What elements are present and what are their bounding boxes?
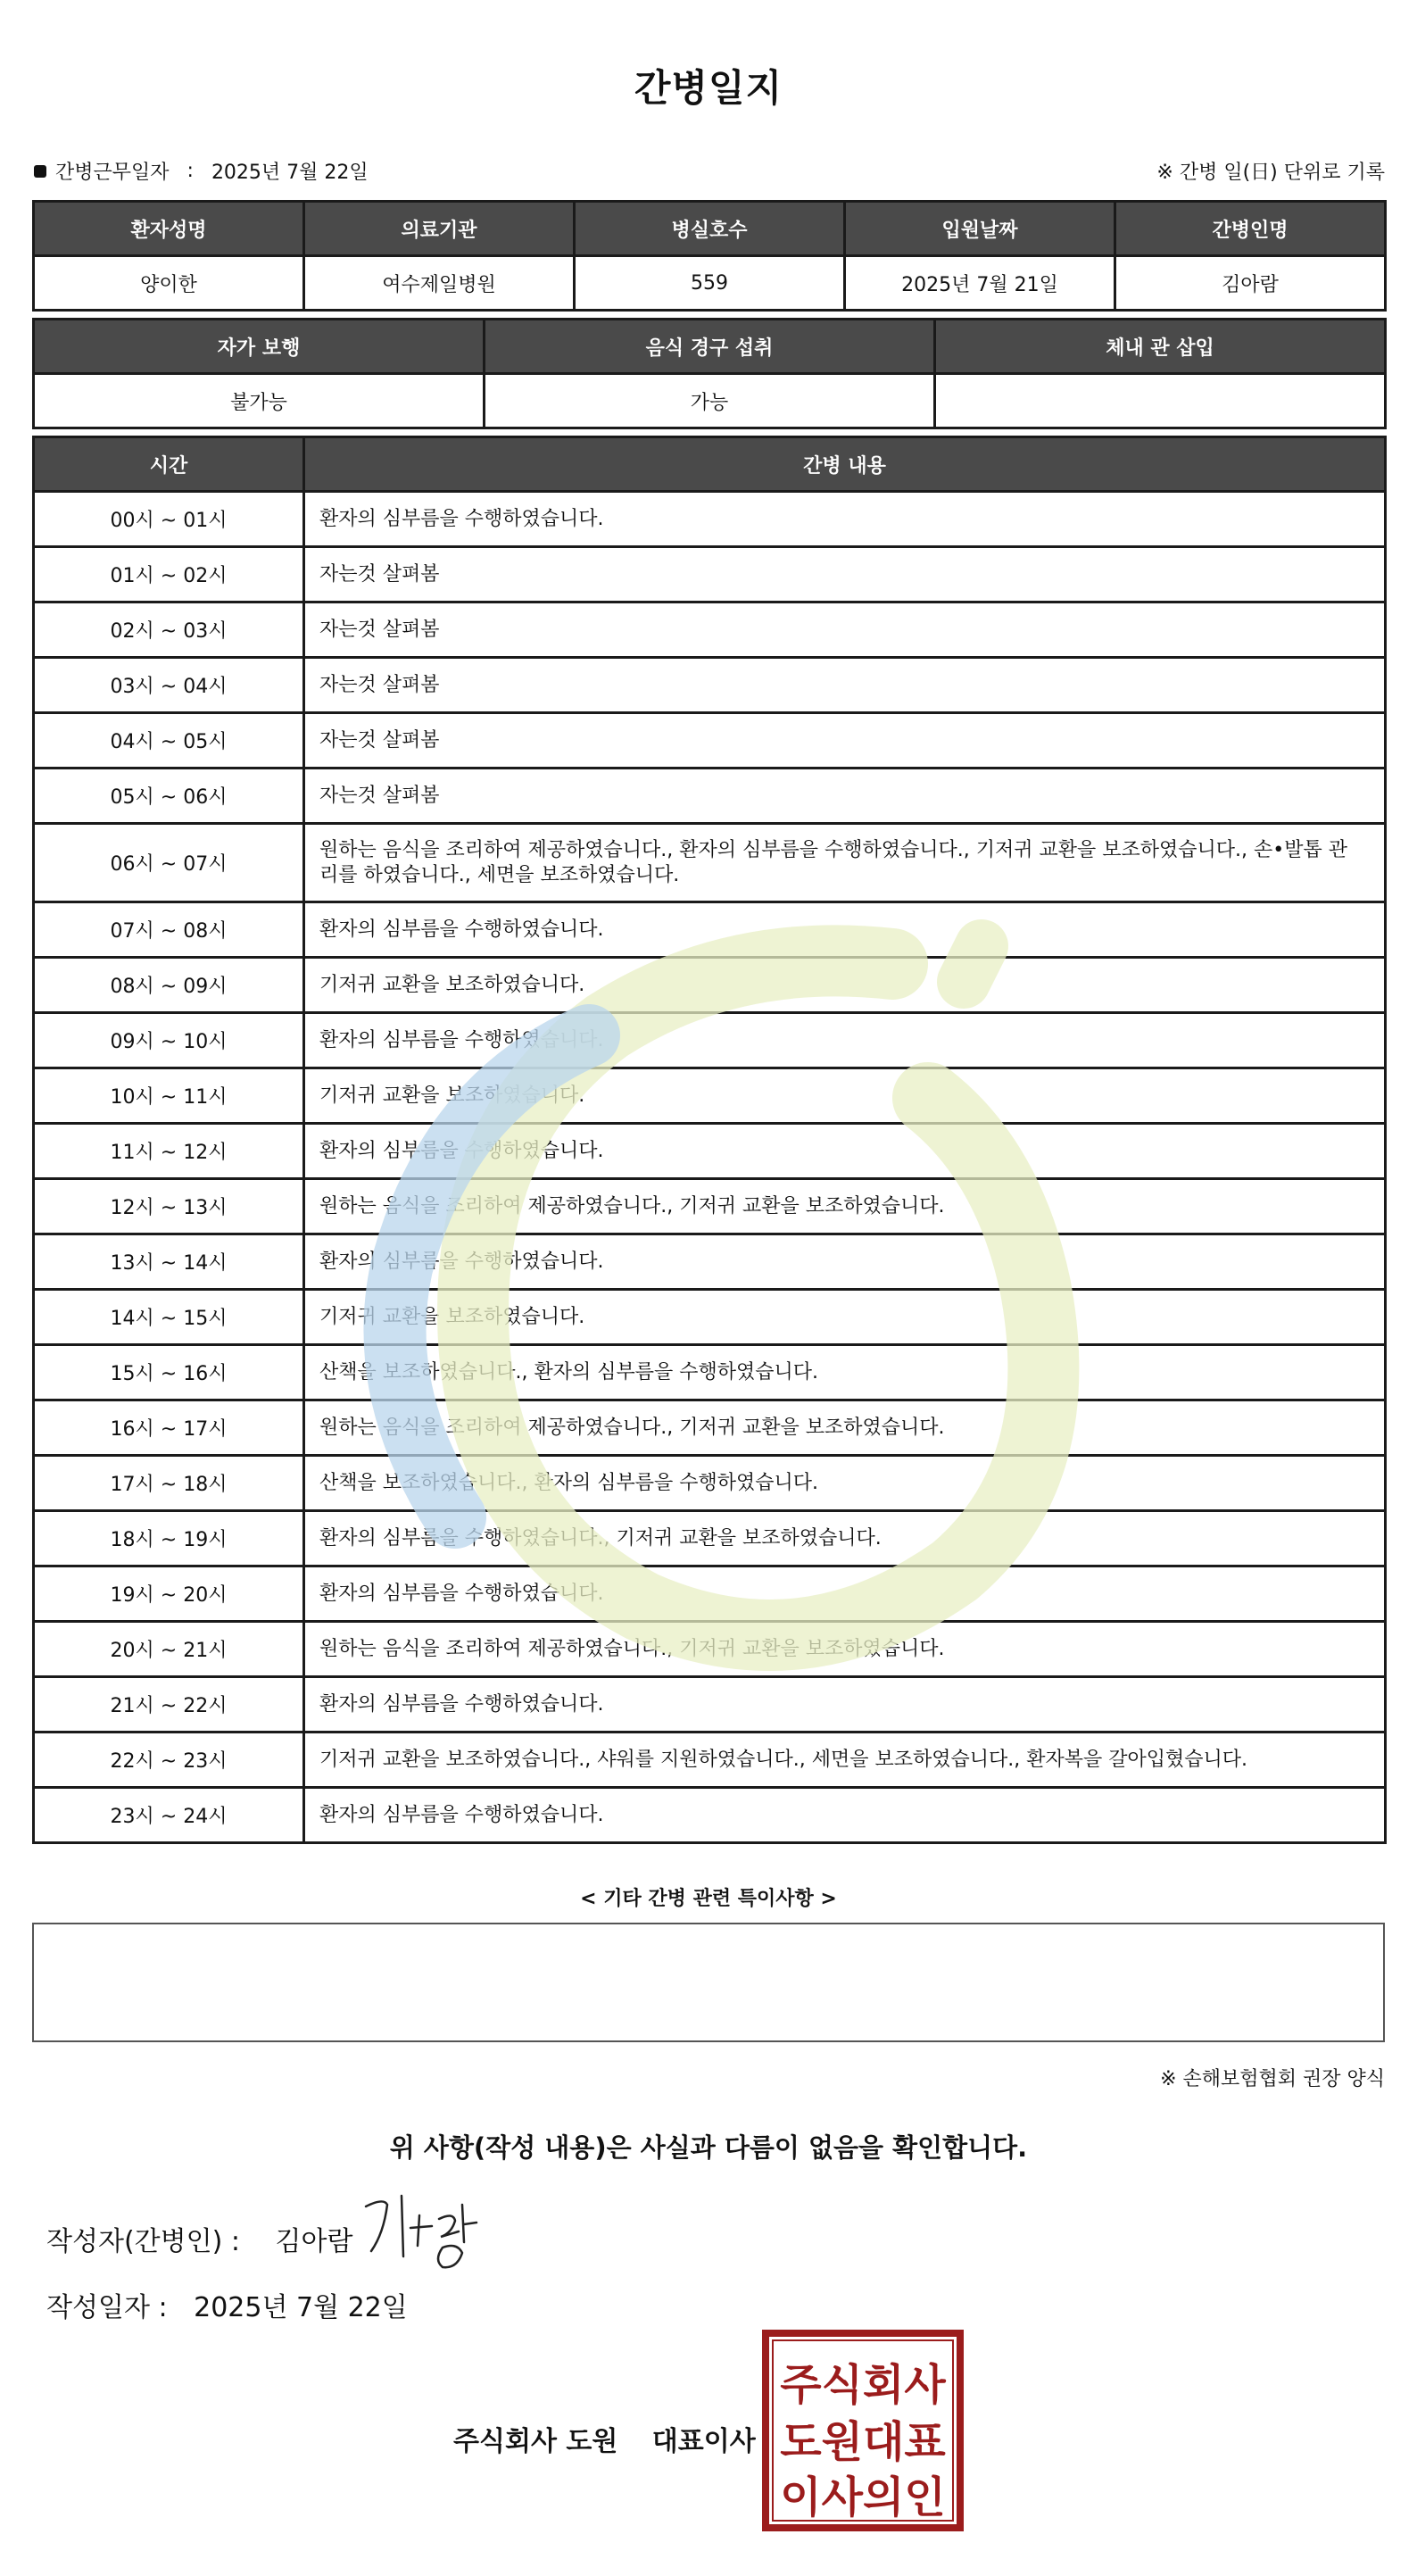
care-log-content: 자는것 살펴봄 bbox=[304, 713, 1386, 769]
care-log-row bbox=[34, 1622, 1386, 1677]
bullet-icon bbox=[34, 165, 46, 178]
care-log-row bbox=[34, 1511, 1386, 1566]
care-log-row bbox=[34, 492, 1386, 547]
written-date-value: 2025년 7월 22일 bbox=[194, 2292, 408, 2323]
care-log-content: 환자의 심부름을 수행하였습니다. bbox=[304, 1124, 1386, 1179]
care-log-time: 07시 ~ 08시 bbox=[34, 902, 304, 958]
care-log-row bbox=[34, 1788, 1386, 1843]
value-patient-name: 양이한 bbox=[34, 256, 304, 311]
svg-text:이사의인: 이사의인 bbox=[780, 2472, 946, 2522]
care-log-time: 20시 ~ 21시 bbox=[34, 1622, 304, 1677]
association-note: ※ 손해보험협회 권장 양식 bbox=[1160, 2068, 1385, 2090]
value-hospital: 여수제일병원 bbox=[304, 256, 575, 311]
care-log-content: 기저귀 교환을 보조하였습니다. bbox=[304, 1290, 1386, 1345]
care-log-time: 00시 ~ 01시 bbox=[34, 492, 304, 547]
care-log-row bbox=[34, 1234, 1386, 1290]
care-log-content: 환자의 심부름을 수행하였습니다. bbox=[304, 1788, 1386, 1843]
care-log-row bbox=[34, 602, 1386, 658]
care-log-content: 자는것 살펴봄 bbox=[304, 658, 1386, 713]
remarks-box[interactable] bbox=[32, 1923, 1385, 2042]
status-value-row bbox=[34, 374, 1386, 428]
care-log-row bbox=[34, 958, 1386, 1013]
care-log-time: 14시 ~ 15시 bbox=[34, 1290, 304, 1345]
care-log-table bbox=[32, 436, 1387, 1844]
writer-label: 작성자(간병인) : bbox=[46, 2226, 240, 2257]
header-oral-intake: 음식 경구 섭취 bbox=[485, 320, 935, 374]
care-log-content: 기저귀 교환을 보조하였습니다., 샤워를 지원하였습니다., 세면을 보조하였습니다., 환자복을 갈아입혔습니다. bbox=[304, 1733, 1386, 1788]
care-log-content: 기저귀 교환을 보조하였습니다. bbox=[304, 1068, 1386, 1124]
care-log-time: 11시 ~ 12시 bbox=[34, 1124, 304, 1179]
page-title: 간병일지 bbox=[634, 66, 783, 110]
written-date-label: 작성일자 : bbox=[46, 2292, 168, 2323]
work-date-value: 2025년 7월 22일 bbox=[211, 162, 369, 184]
patient-info-table bbox=[32, 200, 1387, 312]
care-log-content: 기저귀 교환을 보조하였습니다. bbox=[304, 958, 1386, 1013]
care-log-row bbox=[34, 1179, 1386, 1234]
care-log-body bbox=[34, 492, 1386, 1843]
status-header-row bbox=[34, 320, 1386, 374]
care-log-time: 17시 ~ 18시 bbox=[34, 1456, 304, 1511]
care-log-content: 환자의 심부름을 수행하였습니다. bbox=[304, 902, 1386, 958]
patient-status-table bbox=[32, 318, 1387, 429]
care-log-row bbox=[34, 713, 1386, 769]
work-date-separator: : bbox=[186, 160, 194, 182]
care-log-content: 환자의 심부름을 수행하였습니다. bbox=[304, 492, 1386, 547]
care-log-row bbox=[34, 1456, 1386, 1511]
care-log-content: 산책을 보조하였습니다., 환자의 심부름을 수행하였습니다. bbox=[304, 1345, 1386, 1400]
header-care-content: 간병 내용 bbox=[304, 437, 1386, 492]
remarks-title: < 기타 간병 관련 특이사항 > bbox=[580, 1888, 837, 1910]
care-log-content: 자는것 살펴봄 bbox=[304, 602, 1386, 658]
care-log-time: 08시 ~ 09시 bbox=[34, 958, 304, 1013]
company-name: 주식회사 도원 bbox=[453, 2426, 618, 2457]
care-log-time: 02시 ~ 03시 bbox=[34, 602, 304, 658]
care-log-content: 자는것 살펴봄 bbox=[304, 769, 1386, 824]
unit-note: ※ 간병 일(日) 단위로 기록 bbox=[1156, 162, 1385, 184]
work-date-label: 간병근무일자 bbox=[55, 162, 170, 184]
care-log-time: 06시 ~ 07시 bbox=[34, 824, 304, 902]
care-log-time: 03시 ~ 04시 bbox=[34, 658, 304, 713]
company-seal-stamp bbox=[762, 2330, 964, 2531]
care-log-row bbox=[34, 1068, 1386, 1124]
care-log-time: 13시 ~ 14시 bbox=[34, 1234, 304, 1290]
written-date-line bbox=[46, 2285, 408, 2324]
care-log-row bbox=[34, 1290, 1386, 1345]
care-log-time: 18시 ~ 19시 bbox=[34, 1511, 304, 1566]
header-self-walking: 자가 보행 bbox=[34, 320, 485, 374]
confirmation-statement: 위 사항(작성 내용)은 사실과 다름이 없음을 확인합니다. bbox=[389, 2132, 1028, 2163]
care-log-content: 원하는 음식을 조리하여 제공하였습니다., 환자의 심부름을 수행하였습니다., 기저귀 교환을 보조하였습니다., 손•발톱 관리를 하였습니다., 세면을 보조하였습니다. bbox=[304, 824, 1386, 902]
care-log-row bbox=[34, 547, 1386, 602]
care-log-content: 원하는 음식을 조리하여 제공하였습니다., 기저귀 교환을 보조하였습니다. bbox=[304, 1400, 1386, 1456]
care-log-row bbox=[34, 1400, 1386, 1456]
svg-text:주식회사: 주식회사 bbox=[780, 2360, 946, 2410]
care-log-row bbox=[34, 1566, 1386, 1622]
value-tube-insertion bbox=[935, 374, 1386, 428]
value-admission-date: 2025년 7월 21일 bbox=[845, 256, 1115, 311]
care-log-time: 15시 ~ 16시 bbox=[34, 1345, 304, 1400]
care-log-content: 자는것 살펴봄 bbox=[304, 547, 1386, 602]
handwritten-signature bbox=[357, 2189, 526, 2287]
care-log-time: 19시 ~ 20시 bbox=[34, 1566, 304, 1622]
care-log-time: 22시 ~ 23시 bbox=[34, 1733, 304, 1788]
care-log-time: 10시 ~ 11시 bbox=[34, 1068, 304, 1124]
svg-text:도원대표: 도원대표 bbox=[780, 2417, 946, 2467]
care-log-row bbox=[34, 902, 1386, 958]
value-oral-intake: 가능 bbox=[485, 374, 935, 428]
value-room-number: 559 bbox=[575, 256, 845, 311]
care-log-time: 04시 ~ 05시 bbox=[34, 713, 304, 769]
care-log-row bbox=[34, 1733, 1386, 1788]
care-log-row bbox=[34, 1124, 1386, 1179]
care-log-content: 환자의 심부름을 수행하였습니다. bbox=[304, 1013, 1386, 1068]
care-log-time: 12시 ~ 13시 bbox=[34, 1179, 304, 1234]
care-log-header-row bbox=[34, 437, 1386, 492]
work-date-row bbox=[34, 157, 369, 185]
header-tube-insertion: 체내 관 삽입 bbox=[935, 320, 1386, 374]
care-log-time: 09시 ~ 10시 bbox=[34, 1013, 304, 1068]
care-log-time: 16시 ~ 17시 bbox=[34, 1400, 304, 1456]
patient-info-value-row bbox=[34, 256, 1386, 311]
care-log-content: 원하는 음식을 조리하여 제공하였습니다., 기저귀 교환을 보조하였습니다. bbox=[304, 1622, 1386, 1677]
care-log-row bbox=[34, 1345, 1386, 1400]
care-log-content: 환자의 심부름을 수행하였습니다., 기저귀 교환을 보조하였습니다. bbox=[304, 1511, 1386, 1566]
header-admission-date: 입원날짜 bbox=[845, 202, 1115, 256]
header-room-number: 병실호수 bbox=[575, 202, 845, 256]
care-log-time: 05시 ~ 06시 bbox=[34, 769, 304, 824]
header-time: 시간 bbox=[34, 437, 304, 492]
header-hospital: 의료기관 bbox=[304, 202, 575, 256]
representative-title: 대표이사 bbox=[651, 2426, 756, 2457]
care-log-content: 환자의 심부름을 수행하였습니다. bbox=[304, 1566, 1386, 1622]
care-log-row bbox=[34, 769, 1386, 824]
care-log-time: 21시 ~ 22시 bbox=[34, 1677, 304, 1733]
care-log-row bbox=[34, 658, 1386, 713]
care-log-content: 환자의 심부름을 수행하였습니다. bbox=[304, 1234, 1386, 1290]
care-log-row bbox=[34, 1013, 1386, 1068]
patient-info-header-row bbox=[34, 202, 1386, 256]
care-log-content: 산책을 보조하였습니다., 환자의 심부름을 수행하였습니다. bbox=[304, 1456, 1386, 1511]
header-caregiver-name: 간병인명 bbox=[1115, 202, 1386, 256]
value-caregiver-name: 김아람 bbox=[1115, 256, 1386, 311]
care-log-row bbox=[34, 824, 1386, 902]
care-log-time: 01시 ~ 02시 bbox=[34, 547, 304, 602]
company-line bbox=[453, 2419, 756, 2458]
writer-name: 김아람 bbox=[275, 2226, 353, 2257]
care-log-time: 23시 ~ 24시 bbox=[34, 1788, 304, 1843]
value-self-walking: 불가능 bbox=[34, 374, 485, 428]
care-log-row bbox=[34, 1677, 1386, 1733]
care-log-content: 환자의 심부름을 수행하였습니다. bbox=[304, 1677, 1386, 1733]
header-patient-name: 환자성명 bbox=[34, 202, 304, 256]
care-log-content: 원하는 음식을 조리하여 제공하였습니다., 기저귀 교환을 보조하였습니다. bbox=[304, 1179, 1386, 1234]
writer-line bbox=[46, 2219, 352, 2258]
